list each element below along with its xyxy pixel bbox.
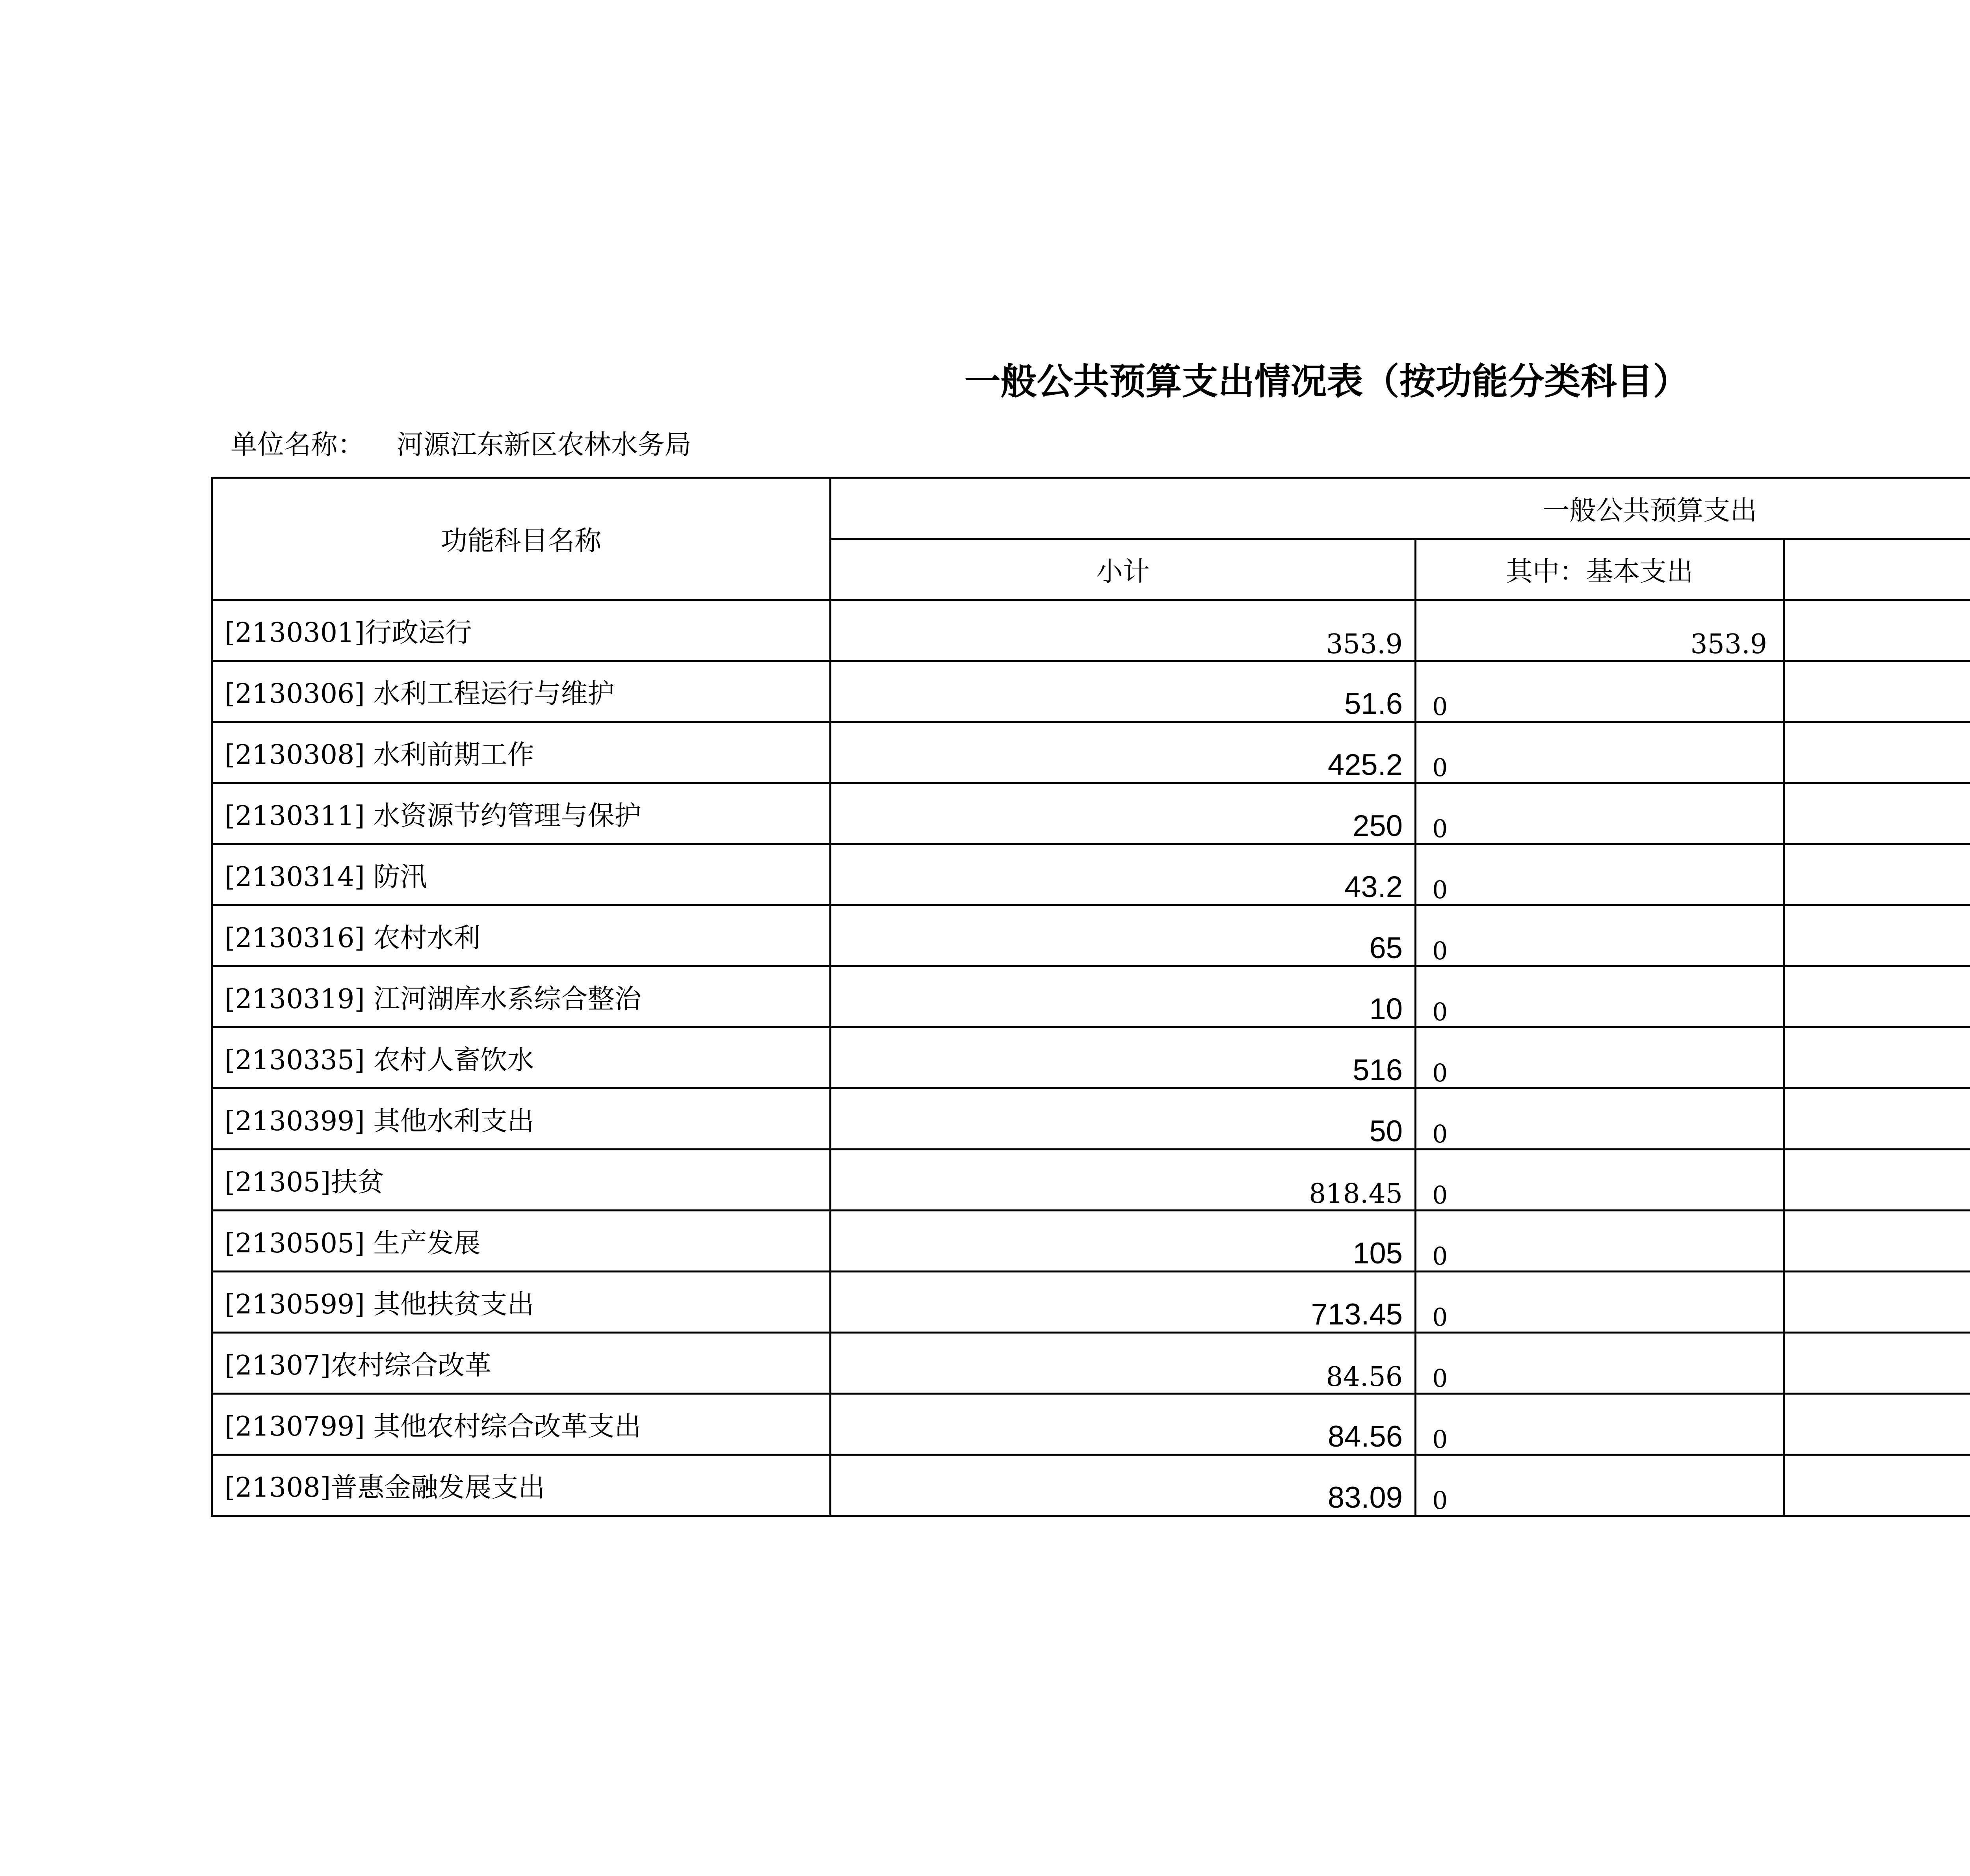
subtotal-value: 818.45 (831, 1150, 1416, 1211)
project-value (1784, 1150, 1970, 1211)
project-value (1784, 722, 1970, 783)
table-row (212, 1150, 1970, 1211)
subtotal-value: 84.56 (831, 1333, 1416, 1394)
table-row (212, 1088, 1970, 1150)
table-row (212, 1211, 1970, 1272)
project-value (1784, 600, 1970, 661)
subject-name: [2130314] 防汛 (212, 844, 831, 905)
basic-value: 353.9 (1416, 600, 1784, 661)
table-row (212, 1455, 1970, 1516)
subtotal-value: 65 (831, 905, 1416, 966)
budget-table (211, 477, 1970, 1517)
header-project (1784, 539, 1970, 600)
subject-name: [2130311] 水资源节约管理与保护 (212, 783, 831, 844)
basic-value: 0 (1416, 905, 1784, 966)
subtotal-value: 353.9 (831, 600, 1416, 661)
project-value (1784, 1394, 1970, 1455)
table-row (212, 844, 1970, 905)
table-row (212, 783, 1970, 844)
project-value (1784, 1272, 1970, 1333)
project-value (1784, 844, 1970, 905)
basic-value: 0 (1416, 661, 1784, 722)
project-value (1784, 1333, 1970, 1394)
subject-name: [2130505] 生产发展 (212, 1211, 831, 1272)
header-basic: 其中：基本支出 (1416, 539, 1784, 600)
subtotal-value: 50 (831, 1088, 1416, 1150)
basic-value: 0 (1416, 783, 1784, 844)
subtotal-value: 10 (831, 966, 1416, 1027)
project-value (1784, 905, 1970, 966)
subject-name: [2130335] 农村人畜饮水 (212, 1027, 831, 1088)
page-title: 一般公共预算支出情况表（按功能分类科目） (964, 360, 1689, 403)
header-subtotal: 小计 (831, 539, 1416, 600)
subtotal-value: 84.56 (831, 1394, 1416, 1455)
subtotal-value: 425.2 (831, 722, 1416, 783)
project-value (1784, 1027, 1970, 1088)
subject-name: [2130799] 其他农村综合改革支出 (212, 1394, 831, 1455)
subject-name: [2130301]行政运行 (212, 600, 831, 661)
subject-name: [2130316] 农村水利 (212, 905, 831, 966)
table-row (212, 722, 1970, 783)
table-row (212, 966, 1970, 1027)
table-row (212, 1333, 1970, 1394)
basic-value: 0 (1416, 722, 1784, 783)
header-row-1 (212, 478, 1970, 539)
subject-name: [21305]扶贫 (212, 1150, 831, 1211)
subject-name: [21308]普惠金融发展支出 (212, 1455, 831, 1516)
table-row (212, 1027, 1970, 1088)
subtotal-value: 105 (831, 1211, 1416, 1272)
basic-value: 0 (1416, 1027, 1784, 1088)
subject-name: [2130319] 江河湖库水系综合整治 (212, 966, 831, 1027)
subtotal-value: 43.2 (831, 844, 1416, 905)
subtotal-value: 51.6 (831, 661, 1416, 722)
table-row (212, 905, 1970, 966)
project-value (1784, 1211, 1970, 1272)
basic-value: 0 (1416, 966, 1784, 1027)
basic-value: 0 (1416, 1150, 1784, 1211)
subject-name: [2130399] 其他水利支出 (212, 1088, 831, 1150)
subject-name: [21307]农村综合改革 (212, 1333, 831, 1394)
basic-value: 0 (1416, 1455, 1784, 1516)
basic-value: 0 (1416, 1394, 1784, 1455)
org-name: 河源江东新区农林水务局 (396, 429, 691, 461)
header-subject: 功能科目名称 (212, 478, 831, 600)
table-row (212, 600, 1970, 661)
table-row (212, 1394, 1970, 1455)
org-label: 单位名称： (230, 429, 365, 461)
project-value (1784, 783, 1970, 844)
basic-value: 0 (1416, 844, 1784, 905)
unit-line (230, 423, 1970, 462)
subtotal-value: 516 (831, 1027, 1416, 1088)
project-value (1784, 661, 1970, 722)
basic-value: 0 (1416, 1211, 1784, 1272)
basic-value: 0 (1416, 1088, 1784, 1150)
basic-value: 0 (1416, 1333, 1784, 1394)
subject-name: [2130306] 水利工程运行与维护 (212, 661, 831, 722)
project-value (1784, 1455, 1970, 1516)
project-value (1784, 966, 1970, 1027)
header-group: 一般公共预算支出 (831, 478, 1970, 539)
table-row (212, 661, 1970, 722)
table-row (212, 1272, 1970, 1333)
subtotal-value: 250 (831, 783, 1416, 844)
basic-value: 0 (1416, 1272, 1784, 1333)
subtotal-value: 83.09 (831, 1455, 1416, 1516)
project-value (1784, 1088, 1970, 1150)
subtotal-value: 713.45 (831, 1272, 1416, 1333)
subject-name: [2130308] 水利前期工作 (212, 722, 831, 783)
subject-name: [2130599] 其他扶贫支出 (212, 1272, 831, 1333)
